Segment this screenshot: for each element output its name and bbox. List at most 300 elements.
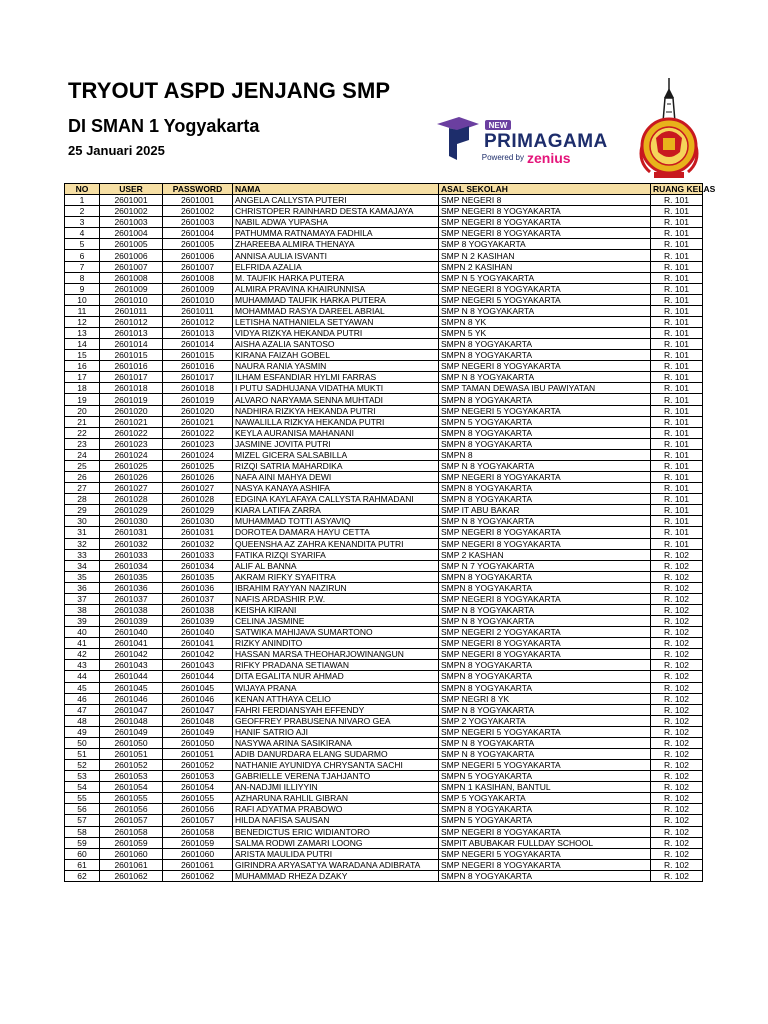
cell-no: 34 bbox=[65, 560, 100, 571]
cell-password: 2601056 bbox=[163, 804, 233, 815]
cell-asal-sekolah: SMP NEGERI 5 YOGYAKARTA bbox=[439, 294, 651, 305]
cell-user: 2601027 bbox=[100, 483, 163, 494]
cell-nama: NATHANIE AYUNIDYA CHRYSANTA SACHI bbox=[233, 760, 439, 771]
cell-password: 2601038 bbox=[163, 604, 233, 615]
cell-password: 2601040 bbox=[163, 627, 233, 638]
cell-nama: NASYWA ARINA SASIKIRANA bbox=[233, 737, 439, 748]
cell-ruang-kelas: R. 102 bbox=[651, 771, 703, 782]
cell-asal-sekolah: SMP NEGERI 8 YOGYAKARTA bbox=[439, 228, 651, 239]
cell-user: 2601017 bbox=[100, 372, 163, 383]
cell-asal-sekolah: SMP 8 YOGYAKARTA bbox=[439, 239, 651, 250]
cell-no: 8 bbox=[65, 272, 100, 283]
cell-ruang-kelas: R. 101 bbox=[651, 328, 703, 339]
cell-nama: AKRAM RIFKY SYAFITRA bbox=[233, 571, 439, 582]
cell-no: 55 bbox=[65, 793, 100, 804]
cell-ruang-kelas: R. 101 bbox=[651, 195, 703, 206]
cell-asal-sekolah: SMPN 8 YOGYAKARTA bbox=[439, 804, 651, 815]
cell-nama: QUEENSHA AZ ZAHRA KENANDITA PUTRI bbox=[233, 538, 439, 549]
table-row bbox=[65, 228, 703, 239]
cell-ruang-kelas: R. 101 bbox=[651, 305, 703, 316]
cell-password: 2601019 bbox=[163, 394, 233, 405]
cell-ruang-kelas: R. 101 bbox=[651, 438, 703, 449]
logo-brand: PRIMAGAMA bbox=[484, 131, 608, 152]
cell-user: 2601028 bbox=[100, 494, 163, 505]
cell-ruang-kelas: R. 102 bbox=[651, 693, 703, 704]
cell-asal-sekolah: SMPN 5 YOGYAKARTA bbox=[439, 815, 651, 826]
table-row bbox=[65, 239, 703, 250]
table-row bbox=[65, 804, 703, 815]
venue-subtitle: DI SMAN 1 Yogyakarta bbox=[68, 116, 260, 136]
cell-asal-sekolah: SMPN 8 YOGYAKARTA bbox=[439, 671, 651, 682]
table-row bbox=[65, 815, 703, 826]
cell-nama: DITA EGALITA NUR AHMAD bbox=[233, 671, 439, 682]
cell-nama: NAWALILLA RIZKYA HEKANDA PUTRI bbox=[233, 416, 439, 427]
cell-user: 2601001 bbox=[100, 195, 163, 206]
cell-asal-sekolah: SMP NEGRI 8 YK bbox=[439, 693, 651, 704]
cell-password: 2601014 bbox=[163, 339, 233, 350]
cell-user: 2601053 bbox=[100, 771, 163, 782]
cell-user: 2601015 bbox=[100, 350, 163, 361]
table-row bbox=[65, 283, 703, 294]
cell-user: 2601006 bbox=[100, 250, 163, 261]
table-row bbox=[65, 261, 703, 272]
table-row bbox=[65, 782, 703, 793]
cell-ruang-kelas: R. 102 bbox=[651, 848, 703, 859]
cell-no: 3 bbox=[65, 217, 100, 228]
cell-ruang-kelas: R. 102 bbox=[651, 682, 703, 693]
table-row bbox=[65, 316, 703, 327]
cell-asal-sekolah: SMPN 8 YOGYAKARTA bbox=[439, 339, 651, 350]
cell-asal-sekolah: SMPN 8 YOGYAKARTA bbox=[439, 438, 651, 449]
cell-ruang-kelas: R. 102 bbox=[651, 571, 703, 582]
cell-nama: PATHUMMA RATNAMAYA FADHILA bbox=[233, 228, 439, 239]
cell-asal-sekolah: SMPN 1 KASIHAN, BANTUL bbox=[439, 782, 651, 793]
cell-nama: KIARA LATIFA ZARRA bbox=[233, 505, 439, 516]
cell-user: 2601007 bbox=[100, 261, 163, 272]
cell-asal-sekolah: SMP NEGERI 8 YOGYAKARTA bbox=[439, 649, 651, 660]
cell-password: 2601008 bbox=[163, 272, 233, 283]
cell-asal-sekolah: SMPN 5 YOGYAKARTA bbox=[439, 416, 651, 427]
cell-asal-sekolah: SMP N 8 YOGYAKARTA bbox=[439, 604, 651, 615]
cell-password: 2601047 bbox=[163, 704, 233, 715]
cell-password: 2601015 bbox=[163, 350, 233, 361]
column-header-no: NO bbox=[65, 184, 100, 195]
table-row bbox=[65, 638, 703, 649]
cell-password: 2601012 bbox=[163, 316, 233, 327]
cell-password: 2601024 bbox=[163, 449, 233, 460]
table-row bbox=[65, 438, 703, 449]
cell-nama: MIZEL GICERA SALSABILLA bbox=[233, 449, 439, 460]
cell-ruang-kelas: R. 101 bbox=[651, 416, 703, 427]
cell-password: 2601011 bbox=[163, 305, 233, 316]
cell-asal-sekolah: SMP N 8 YOGYAKARTA bbox=[439, 704, 651, 715]
cell-asal-sekolah: SMPN 8 YOGYAKARTA bbox=[439, 483, 651, 494]
cell-no: 38 bbox=[65, 604, 100, 615]
table-row bbox=[65, 737, 703, 748]
cell-no: 2 bbox=[65, 206, 100, 217]
cell-nama: LETISHA NATHANIELA SETYAWAN bbox=[233, 316, 439, 327]
tugu-yogyakarta-emblem-icon bbox=[636, 76, 702, 180]
cell-ruang-kelas: R. 101 bbox=[651, 250, 703, 261]
table-row bbox=[65, 760, 703, 771]
cell-asal-sekolah: SMPN 8 YOGYAKARTA bbox=[439, 582, 651, 593]
cell-asal-sekolah: SMPN 8 YOGYAKARTA bbox=[439, 571, 651, 582]
cell-ruang-kelas: R. 101 bbox=[651, 394, 703, 405]
cell-password: 2601033 bbox=[163, 549, 233, 560]
cell-no: 60 bbox=[65, 848, 100, 859]
table-row bbox=[65, 582, 703, 593]
cell-nama: I PUTU SADHUJANA VIDATHA MUKTI bbox=[233, 383, 439, 394]
table-row bbox=[65, 383, 703, 394]
cell-ruang-kelas: R. 102 bbox=[651, 560, 703, 571]
cell-no: 25 bbox=[65, 460, 100, 471]
cell-ruang-kelas: R. 102 bbox=[651, 837, 703, 848]
cell-asal-sekolah: SMP N 8 YOGYAKARTA bbox=[439, 460, 651, 471]
cell-user: 2601057 bbox=[100, 815, 163, 826]
cell-password: 2601053 bbox=[163, 771, 233, 782]
cell-no: 61 bbox=[65, 859, 100, 870]
table-header bbox=[65, 184, 716, 195]
cell-user: 2601042 bbox=[100, 649, 163, 660]
cell-user: 2601050 bbox=[100, 737, 163, 748]
cell-user: 2601034 bbox=[100, 560, 163, 571]
table-row bbox=[65, 616, 703, 627]
cell-user: 2601047 bbox=[100, 704, 163, 715]
cell-asal-sekolah: SMP N 2 KASIHAN bbox=[439, 250, 651, 261]
cell-ruang-kelas: R. 102 bbox=[651, 760, 703, 771]
cell-nama: MUHAMMAD TAUFIK HARKA PUTERA bbox=[233, 294, 439, 305]
cell-user: 2601013 bbox=[100, 328, 163, 339]
cell-user: 2601038 bbox=[100, 604, 163, 615]
cell-asal-sekolah: SMPN 5 YOGYAKARTA bbox=[439, 771, 651, 782]
cell-asal-sekolah: SMP NEGERI 8 YOGYAKARTA bbox=[439, 206, 651, 217]
cell-ruang-kelas: R. 101 bbox=[651, 472, 703, 483]
cell-nama: RAFI ADYATMA PRABOWO bbox=[233, 804, 439, 815]
cell-no: 48 bbox=[65, 715, 100, 726]
cell-nama: ADIB DANURDARA ELANG SUDARMO bbox=[233, 748, 439, 759]
cell-user: 2601035 bbox=[100, 571, 163, 582]
cell-password: 2601007 bbox=[163, 261, 233, 272]
cell-password: 2601044 bbox=[163, 671, 233, 682]
table-row bbox=[65, 361, 703, 372]
cell-user: 2601014 bbox=[100, 339, 163, 350]
cell-no: 40 bbox=[65, 627, 100, 638]
column-header-password: PASSWORD bbox=[163, 184, 233, 195]
cell-no: 27 bbox=[65, 483, 100, 494]
table-row bbox=[65, 870, 703, 881]
cell-user: 2601022 bbox=[100, 427, 163, 438]
cell-password: 2601037 bbox=[163, 593, 233, 604]
table-row bbox=[65, 826, 703, 837]
cell-nama: RIZKY ANINDITO bbox=[233, 638, 439, 649]
table-row bbox=[65, 416, 703, 427]
table-row bbox=[65, 339, 703, 350]
cell-password: 2601004 bbox=[163, 228, 233, 239]
cell-no: 6 bbox=[65, 250, 100, 261]
cell-user: 2601021 bbox=[100, 416, 163, 427]
cell-user: 2601029 bbox=[100, 505, 163, 516]
cell-nama: NABIL ADWA YUPASHA bbox=[233, 217, 439, 228]
cell-no: 36 bbox=[65, 582, 100, 593]
cell-password: 2601046 bbox=[163, 693, 233, 704]
cell-no: 26 bbox=[65, 472, 100, 483]
cell-no: 52 bbox=[65, 760, 100, 771]
table-row bbox=[65, 593, 703, 604]
cell-no: 47 bbox=[65, 704, 100, 715]
cell-user: 2601051 bbox=[100, 748, 163, 759]
cell-no: 42 bbox=[65, 649, 100, 660]
cell-ruang-kelas: R. 102 bbox=[651, 815, 703, 826]
cell-password: 2601027 bbox=[163, 483, 233, 494]
cell-nama: AN-NADJMI ILLIYYIN bbox=[233, 782, 439, 793]
cell-user: 2601054 bbox=[100, 782, 163, 793]
cell-nama: HILDA NAFISA SAUSAN bbox=[233, 815, 439, 826]
cell-password: 2601022 bbox=[163, 427, 233, 438]
cell-ruang-kelas: R. 101 bbox=[651, 538, 703, 549]
table-row bbox=[65, 195, 703, 206]
table-row bbox=[65, 571, 703, 582]
cell-asal-sekolah: SMPN 5 YK bbox=[439, 328, 651, 339]
cell-password: 2601036 bbox=[163, 582, 233, 593]
cell-password: 2601006 bbox=[163, 250, 233, 261]
cell-password: 2601025 bbox=[163, 460, 233, 471]
cell-password: 2601039 bbox=[163, 616, 233, 627]
cell-ruang-kelas: R. 101 bbox=[651, 206, 703, 217]
graduation-cap-icon bbox=[437, 117, 479, 131]
cell-asal-sekolah: SMPN 2 KASIHAN bbox=[439, 261, 651, 272]
table-row bbox=[65, 328, 703, 339]
cell-password: 2601042 bbox=[163, 649, 233, 660]
cell-no: 41 bbox=[65, 638, 100, 649]
cell-password: 2601016 bbox=[163, 361, 233, 372]
cell-no: 44 bbox=[65, 671, 100, 682]
cell-nama: AZHARUNA RAHLIL GIBRAN bbox=[233, 793, 439, 804]
cell-no: 1 bbox=[65, 195, 100, 206]
cell-nama: JASMINE JOVITA PUTRI bbox=[233, 438, 439, 449]
cell-user: 2601055 bbox=[100, 793, 163, 804]
cell-ruang-kelas: R. 101 bbox=[651, 350, 703, 361]
cell-no: 43 bbox=[65, 660, 100, 671]
cell-no: 51 bbox=[65, 748, 100, 759]
cell-nama: IBRAHIM RAYYAN NAZIRUN bbox=[233, 582, 439, 593]
cell-password: 2601041 bbox=[163, 638, 233, 649]
cell-password: 2601051 bbox=[163, 748, 233, 759]
cell-user: 2601003 bbox=[100, 217, 163, 228]
cell-ruang-kelas: R. 101 bbox=[651, 372, 703, 383]
cell-no: 54 bbox=[65, 782, 100, 793]
cell-nama: MUHAMMAD RHEZA DZAKY bbox=[233, 870, 439, 881]
cell-password: 2601034 bbox=[163, 560, 233, 571]
cell-user: 2601005 bbox=[100, 239, 163, 250]
cell-user: 2601062 bbox=[100, 870, 163, 881]
cell-ruang-kelas: R. 101 bbox=[651, 361, 703, 372]
table-row bbox=[65, 837, 703, 848]
cell-password: 2601017 bbox=[163, 372, 233, 383]
cell-password: 2601010 bbox=[163, 294, 233, 305]
cell-no: 59 bbox=[65, 837, 100, 848]
cell-no: 4 bbox=[65, 228, 100, 239]
table-row bbox=[65, 405, 703, 416]
cell-asal-sekolah: SMP N 8 YOGYAKARTA bbox=[439, 737, 651, 748]
event-date: 25 Januari 2025 bbox=[68, 143, 165, 158]
cell-nama: KEYLA AURANISA MAHANANI bbox=[233, 427, 439, 438]
cell-ruang-kelas: R. 102 bbox=[651, 660, 703, 671]
cell-nama: MUHAMMAD TOTTI ASYAVIQ bbox=[233, 516, 439, 527]
cell-password: 2601059 bbox=[163, 837, 233, 848]
cell-password: 2601058 bbox=[163, 826, 233, 837]
cell-user: 2601010 bbox=[100, 294, 163, 305]
cell-password: 2601003 bbox=[163, 217, 233, 228]
cell-no: 35 bbox=[65, 571, 100, 582]
cell-ruang-kelas: R. 102 bbox=[651, 715, 703, 726]
cell-asal-sekolah: SMPN 8 YOGYAKARTA bbox=[439, 394, 651, 405]
cell-no: 45 bbox=[65, 682, 100, 693]
cell-user: 2601059 bbox=[100, 837, 163, 848]
table-row bbox=[65, 793, 703, 804]
table-row bbox=[65, 693, 703, 704]
cell-no: 18 bbox=[65, 383, 100, 394]
cell-nama: GABRIELLE VERENA TJAHJANTO bbox=[233, 771, 439, 782]
table-row bbox=[65, 726, 703, 737]
cell-asal-sekolah: SMP N 7 YOGYAKARTA bbox=[439, 560, 651, 571]
cell-no: 46 bbox=[65, 693, 100, 704]
cell-user: 2601011 bbox=[100, 305, 163, 316]
cell-no: 33 bbox=[65, 549, 100, 560]
cell-no: 13 bbox=[65, 328, 100, 339]
cell-nama: ANNISA AULIA ISVANTI bbox=[233, 250, 439, 261]
cell-asal-sekolah: SMP TAMAN DEWASA IBU PAWIYATAN bbox=[439, 383, 651, 394]
table-row bbox=[65, 715, 703, 726]
cell-asal-sekolah: SMP NEGERI 8 YOGYAKARTA bbox=[439, 593, 651, 604]
cell-no: 29 bbox=[65, 505, 100, 516]
cell-nama: ALIF AL BANNA bbox=[233, 560, 439, 571]
cell-nama: VIDYA RIZKYA HEKANDA PUTRI bbox=[233, 328, 439, 339]
cell-user: 2601012 bbox=[100, 316, 163, 327]
cell-user: 2601023 bbox=[100, 438, 163, 449]
cell-asal-sekolah: SMP NEGERI 8 YOGYAKARTA bbox=[439, 859, 651, 870]
cell-password: 2601054 bbox=[163, 782, 233, 793]
table-row bbox=[65, 505, 703, 516]
cell-asal-sekolah: SMP NEGERI 8 YOGYAKARTA bbox=[439, 826, 651, 837]
table-row bbox=[65, 305, 703, 316]
cell-asal-sekolah: SMPN 8 bbox=[439, 449, 651, 460]
column-header-asal-sekolah: ASAL SEKOLAH bbox=[439, 184, 651, 195]
cell-no: 9 bbox=[65, 283, 100, 294]
cell-nama: CELINA JASMINE bbox=[233, 616, 439, 627]
table-body bbox=[65, 195, 703, 882]
cell-nama: NASYA KANAYA ASHIFA bbox=[233, 483, 439, 494]
cell-password: 2601043 bbox=[163, 660, 233, 671]
cell-nama: WIJAYA PRANA bbox=[233, 682, 439, 693]
cell-user: 2601039 bbox=[100, 616, 163, 627]
table-row bbox=[65, 627, 703, 638]
table-row bbox=[65, 660, 703, 671]
cell-nama: NAFA AINI MAHYA DEWI bbox=[233, 472, 439, 483]
cell-ruang-kelas: R. 101 bbox=[651, 316, 703, 327]
cell-no: 49 bbox=[65, 726, 100, 737]
cell-no: 5 bbox=[65, 239, 100, 250]
primagama-logo bbox=[435, 116, 625, 170]
table-row bbox=[65, 483, 703, 494]
cell-nama: ARISTA MAULIDA PUTRI bbox=[233, 848, 439, 859]
cell-ruang-kelas: R. 102 bbox=[651, 604, 703, 615]
cell-ruang-kelas: R. 102 bbox=[651, 826, 703, 837]
table-row bbox=[65, 372, 703, 383]
cell-no: 20 bbox=[65, 405, 100, 416]
cell-password: 2601023 bbox=[163, 438, 233, 449]
cell-nama: ZHAREEBA ALMIRA THENAYA bbox=[233, 239, 439, 250]
logo-badge: NEW bbox=[488, 121, 508, 130]
cell-ruang-kelas: R. 101 bbox=[651, 239, 703, 250]
cell-asal-sekolah: SMP NEGERI 8 YOGYAKARTA bbox=[439, 217, 651, 228]
table-row bbox=[65, 771, 703, 782]
cell-nama: HASSAN MARSA THEOHARJOWINANGUN bbox=[233, 649, 439, 660]
logo-tagline-prefix: Powered by bbox=[481, 153, 524, 162]
cell-ruang-kelas: R. 101 bbox=[651, 272, 703, 283]
table-row bbox=[65, 848, 703, 859]
cell-ruang-kelas: R. 101 bbox=[651, 427, 703, 438]
cell-password: 2601031 bbox=[163, 527, 233, 538]
cell-nama: ANGELA CALLYSTA PUTERI bbox=[233, 195, 439, 206]
table-row bbox=[65, 494, 703, 505]
cell-user: 2601046 bbox=[100, 693, 163, 704]
cell-user: 2601033 bbox=[100, 549, 163, 560]
cell-no: 31 bbox=[65, 527, 100, 538]
table-row bbox=[65, 350, 703, 361]
cell-nama: RIFKY PRADANA SETIAWAN bbox=[233, 660, 439, 671]
cell-nama: FATIKA RIZQI SYARIFA bbox=[233, 549, 439, 560]
cell-user: 2601025 bbox=[100, 460, 163, 471]
cell-user: 2601037 bbox=[100, 593, 163, 604]
cell-asal-sekolah: SMPN 8 YOGYAKARTA bbox=[439, 682, 651, 693]
table-row bbox=[65, 516, 703, 527]
cell-nama: GIRINDRA ARYASATYA WARADANA ADIBRATA bbox=[233, 859, 439, 870]
cell-ruang-kelas: R. 102 bbox=[651, 748, 703, 759]
cell-password: 2601020 bbox=[163, 405, 233, 416]
table-row bbox=[65, 527, 703, 538]
table-row bbox=[65, 748, 703, 759]
cell-no: 58 bbox=[65, 826, 100, 837]
column-header-nama: NAMA bbox=[233, 184, 439, 195]
cell-no: 32 bbox=[65, 538, 100, 549]
cell-no: 7 bbox=[65, 261, 100, 272]
cell-nama: CHRISTOPER RAINHARD DESTA KAMAJAYA bbox=[233, 206, 439, 217]
cell-password: 2601052 bbox=[163, 760, 233, 771]
table-row bbox=[65, 682, 703, 693]
cell-user: 2601032 bbox=[100, 538, 163, 549]
cell-password: 2601062 bbox=[163, 870, 233, 881]
cell-password: 2601061 bbox=[163, 859, 233, 870]
cell-asal-sekolah: SMP NEGERI 8 bbox=[439, 195, 651, 206]
cell-user: 2601048 bbox=[100, 715, 163, 726]
cell-ruang-kelas: R. 102 bbox=[651, 616, 703, 627]
cell-ruang-kelas: R. 101 bbox=[651, 294, 703, 305]
cell-asal-sekolah: SMP N 8 YOGYAKARTA bbox=[439, 516, 651, 527]
cell-asal-sekolah: SMP NEGERI 5 YOGYAKARTA bbox=[439, 848, 651, 859]
cell-user: 2601016 bbox=[100, 361, 163, 372]
cell-ruang-kelas: R. 102 bbox=[651, 793, 703, 804]
cell-ruang-kelas: R. 101 bbox=[651, 405, 703, 416]
cell-nama: EDGINA KAYLAFAYA CALLYSTA RAHMADANI bbox=[233, 494, 439, 505]
cell-asal-sekolah: SMPN 8 YOGYAKARTA bbox=[439, 350, 651, 361]
cell-ruang-kelas: R. 102 bbox=[651, 627, 703, 638]
table-row bbox=[65, 649, 703, 660]
cell-password: 2601050 bbox=[163, 737, 233, 748]
cell-user: 2601045 bbox=[100, 682, 163, 693]
cell-password: 2601018 bbox=[163, 383, 233, 394]
cell-asal-sekolah: SMP N 8 YOGYAKARTA bbox=[439, 748, 651, 759]
cell-nama: KIRANA FAIZAH GOBEL bbox=[233, 350, 439, 361]
